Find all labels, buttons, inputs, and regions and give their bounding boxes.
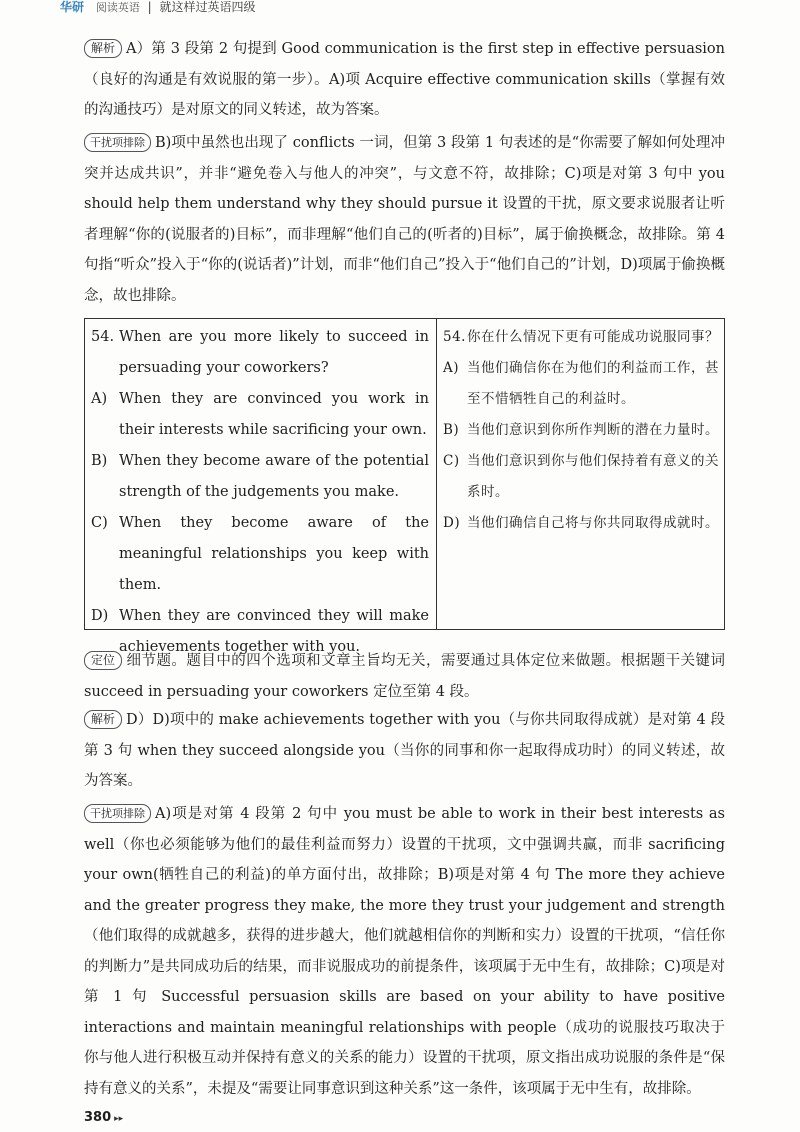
distractor-text: B)项中虽然也出现了 conflicts 一词，但第 3 段第 1 句表述的是“你需要了解如何处理冲突并达成共识”，并非“避免卷入与他人的冲突”，与文意不符，故排除；C)项是对第 3 句中 you should help them understand why they should pursue it 设置的干扰，原文要求说服者让听者理解“你的(说服者的)目标”，而非理解“他们自己的(听者的)目标”，属于偷换概念，故排除。第 4 句指“听众”投入于“你的(说话者)”计划，而非“他们自己”投入于“他们自己的”计划，D)项属于偷换概念，故也排除。: [84, 135, 725, 304]
option-d: D) When they are convinced they will make achievements together with you.: [91, 608, 429, 655]
analysis-block-53: [84, 34, 725, 126]
distractor-tag: 干扰项排除: [84, 133, 151, 152]
page-arrows: ▸▸: [114, 1114, 124, 1124]
brand-subtitle: 阅读英语: [95, 1, 140, 14]
analysis-text: D）D)项中的 make achievements together with you（与你共同取得成就）是对第 4 段第 3 句 when they succeed alongside you（当你的同事和你一起取得成功时）的同义转述，故为答案。: [84, 712, 725, 789]
analysis-block-54: [84, 705, 725, 797]
location-block-54: [84, 646, 725, 707]
distractor-block-53: [84, 128, 725, 311]
option-c: C) When they become aware of the meaningful relationships you keep with them.: [91, 515, 429, 593]
distractor-text: A)项是对第 4 段第 2 句中 you must be able to work in their best interests as well（你也必须能够为他们的最佳利益而努力）设置的干扰项，文中强调共赢，而非 sacrificing your own(牺牲自己的利益)的单方面付出，故排除；B)项是对第 4 句 The more they achieve and the greater progress they make, the more they trust your judgement and strength（他们取得的成就越多，获得的进步越大，他们就越相信你的判断和实力）设置的干扰项，“信任你的判断力”是共同成功后的结果，而非说服成功的前提条件，该项属于无中生有，故排除；C)项是对第 1 句 Successful persuasion skills are based on your ability to have positive interactions and maintain meaningful relationships with people（成功的说服技巧取决于你与他人进行积极互动并保持有意义的关系的能力）设置的干扰项，原文指出成功说服的条件是“保持有意义的关系”，未提及“需要让同事意识到这种关系”这一条件，该项属于无中生有，故排除。: [84, 806, 725, 1097]
option-c-cn: C) 当他们意识到你与他们保持着有意义的关系时。: [443, 453, 719, 500]
series-title: 就这样过英语四级: [159, 0, 256, 14]
question-chinese-column: [443, 322, 719, 539]
brand-logo: 华研: [60, 0, 85, 14]
option-d-cn: D) 当他们确信自己将与你共同取得成就时。: [443, 515, 719, 531]
question-box-54: [84, 318, 725, 655]
question-stem: 54. When are you more likely to succeed in persuading your coworkers?: [91, 329, 429, 376]
distractor-block-54: [84, 799, 725, 1104]
option-b-cn: B) 当他们意识到你所作判断的潜在力量时。: [443, 422, 719, 438]
running-header: 华研 阅读英语 | 就这样过英语四级: [60, 0, 256, 14]
distractor-tag: 干扰项排除: [84, 804, 151, 823]
location-tag: 定位: [84, 651, 122, 670]
question-english-column: [91, 322, 429, 663]
question-stem-cn: 54. 你在什么情况下更有可能成功说服同事？: [443, 329, 719, 345]
option-a: A) When they are convinced you work in their interests while sacrificing your own.: [91, 391, 429, 438]
analysis-tag: 解析: [84, 39, 122, 58]
analysis-text: A）第 3 段第 2 句提到 Good communication is the first step in effective persuasion（良好的沟通是有效说服的第一步）。A)项 Acquire effective communication skills（掌握有效的沟通技巧）是对原文的同义转述，故为答案。: [84, 41, 725, 118]
location-text: 细节题。题目中的四个选项和文章主旨均无关，需要通过具体定位来做题。根据题干关键词 succeed in persuading your coworkers 定位至第 4 段。: [84, 653, 725, 700]
page-number: 380 ▸▸: [84, 1110, 124, 1125]
option-b: B) When they become aware of the potential strength of the judgements you make.: [91, 453, 429, 500]
column-divider: [436, 319, 437, 629]
option-a-cn: A) 当他们确信你在为他们的利益而工作，甚至不惜牺牲自己的利益时。: [443, 360, 719, 407]
analysis-tag: 解析: [84, 710, 122, 729]
